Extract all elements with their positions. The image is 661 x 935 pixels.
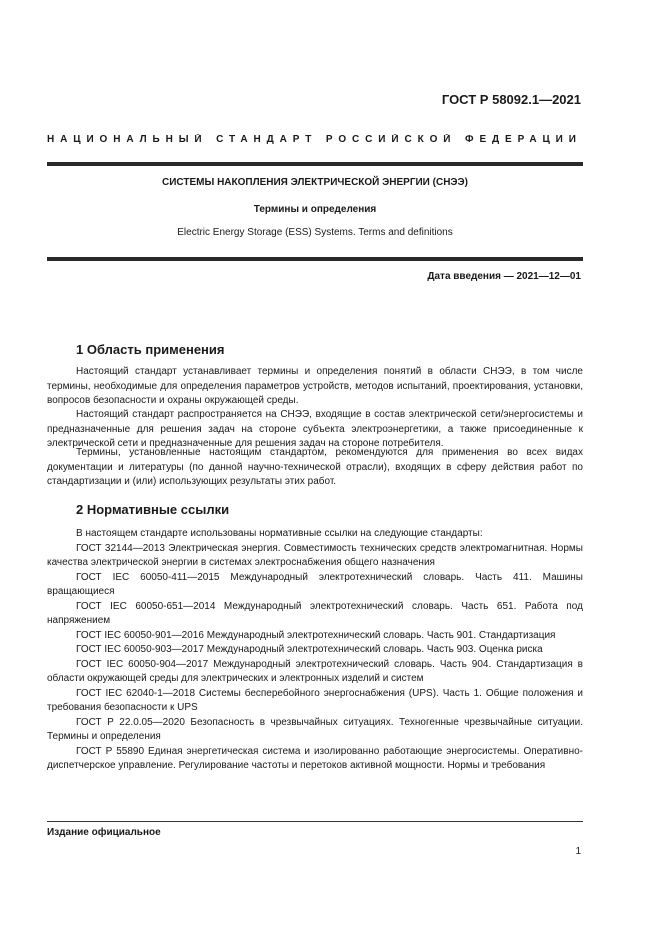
document-subtitle: Термины и определения — [253, 204, 377, 215]
section-1-heading: 1 Область применения — [76, 342, 225, 357]
reference-item: ГОСТ IEC 60050-904—2017 Международный электротехнический словарь. Часть 904. Стандартизация в области окружающей среды для электрических и электронных изделий и систем — [47, 658, 583, 684]
reference-item: ГОСТ IEC 60050-651—2014 Международный электротехнический словарь. Часть 651. Работа под напряжением — [47, 600, 583, 626]
section-1-paragraph: Термины, установленные настоящим стандартом, рекомендуются для применения во всех видах документации и литературы (по данной научно-технической отрасли), входящих в сферу действия работ по стандартизации и (или) использующих результаты этих работ. — [47, 447, 583, 487]
section-1-paragraph: Настоящий стандарт распространяется на СНЭЭ, входящие в состав электрической сети/энергосистемы и предназначенные для решения задач на стороне субъекта электроэнергетики, а также присоединенные к электрической сети и предназначенные для решения задач на стороне потребителя. — [47, 409, 583, 449]
introduction-date: Дата введения — 2021—12—01 — [427, 271, 581, 282]
document-title: СИСТЕМЫ НАКОПЛЕНИЯ ЭЛЕКТРИЧЕСКОЙ ЭНЕРГИИ (СНЭЭ) — [162, 177, 468, 188]
reference-item: ГОСТ Р 55890 Единая энергетическая система и изолированно работающие энергосистемы. Оперативно-диспетчерское управление. Регулирование частоты и перетоков активной мощности. Нормы и требования — [47, 745, 583, 771]
reference-item: ГОСТ IEC 60050-901—2016 Международный электротехнический словарь. Часть 901. Стандартизация — [76, 629, 556, 641]
gost-id: ГОСТ Р 58092.1—2021 — [441, 92, 581, 107]
reference-item: ГОСТ IEC 60050-411—2015 Международный электротехнический словарь. Часть 411. Машины вращающиеся — [47, 571, 583, 597]
reference-item: ГОСТ 32144—2013 Электрическая энергия. Совместимость технических средств электромагнитная. Нормы качества электрической энергии в системах электроснабжения общего назначения — [47, 542, 583, 568]
reference-item: ГОСТ IEC 62040-1—2018 Системы бесперебойного энергоснабжения (UPS). Часть 1. Общие положения и требования безопасности к UPS — [47, 687, 583, 713]
top-rule — [47, 162, 583, 166]
english-title: Electric Energy Storage (ESS) Systems. Terms and definitions — [177, 227, 453, 238]
footer-rule — [47, 821, 583, 822]
national-standard-banner: НАЦИОНАЛЬНЫЙ СТАНДАРТ РОССИЙСКОЙ ФЕДЕРАЦИИ — [47, 134, 582, 145]
references-list — [47, 527, 583, 774]
page-number: 1 — [575, 846, 581, 857]
reference-item: ГОСТ Р 22.0.05—2020 Безопасность в чрезвычайных ситуациях. Техногенные чрезвычайные ситуации. Термины и определения — [47, 716, 583, 742]
reference-item: ГОСТ IEC 60050-903—2017 Международный электротехнический словарь. Часть 903. Оценка риска — [76, 644, 543, 655]
official-edition-label: Издание официальное — [47, 827, 161, 838]
section-2-heading: 2 Нормативные ссылки — [76, 502, 230, 517]
references-intro: В настоящем стандарте использованы нормативные ссылки на следующие стандарты: — [76, 528, 483, 539]
section-1-paragraph: Настоящий стандарт устанавливает термины и определения понятий в области СНЭЭ, в том числе термины, необходимые для определения параметров устройств, методов испытаний, проектирования, установки, вопросов безопасности и охраны окружающей среды. — [47, 366, 583, 406]
bottom-rule — [47, 257, 583, 261]
